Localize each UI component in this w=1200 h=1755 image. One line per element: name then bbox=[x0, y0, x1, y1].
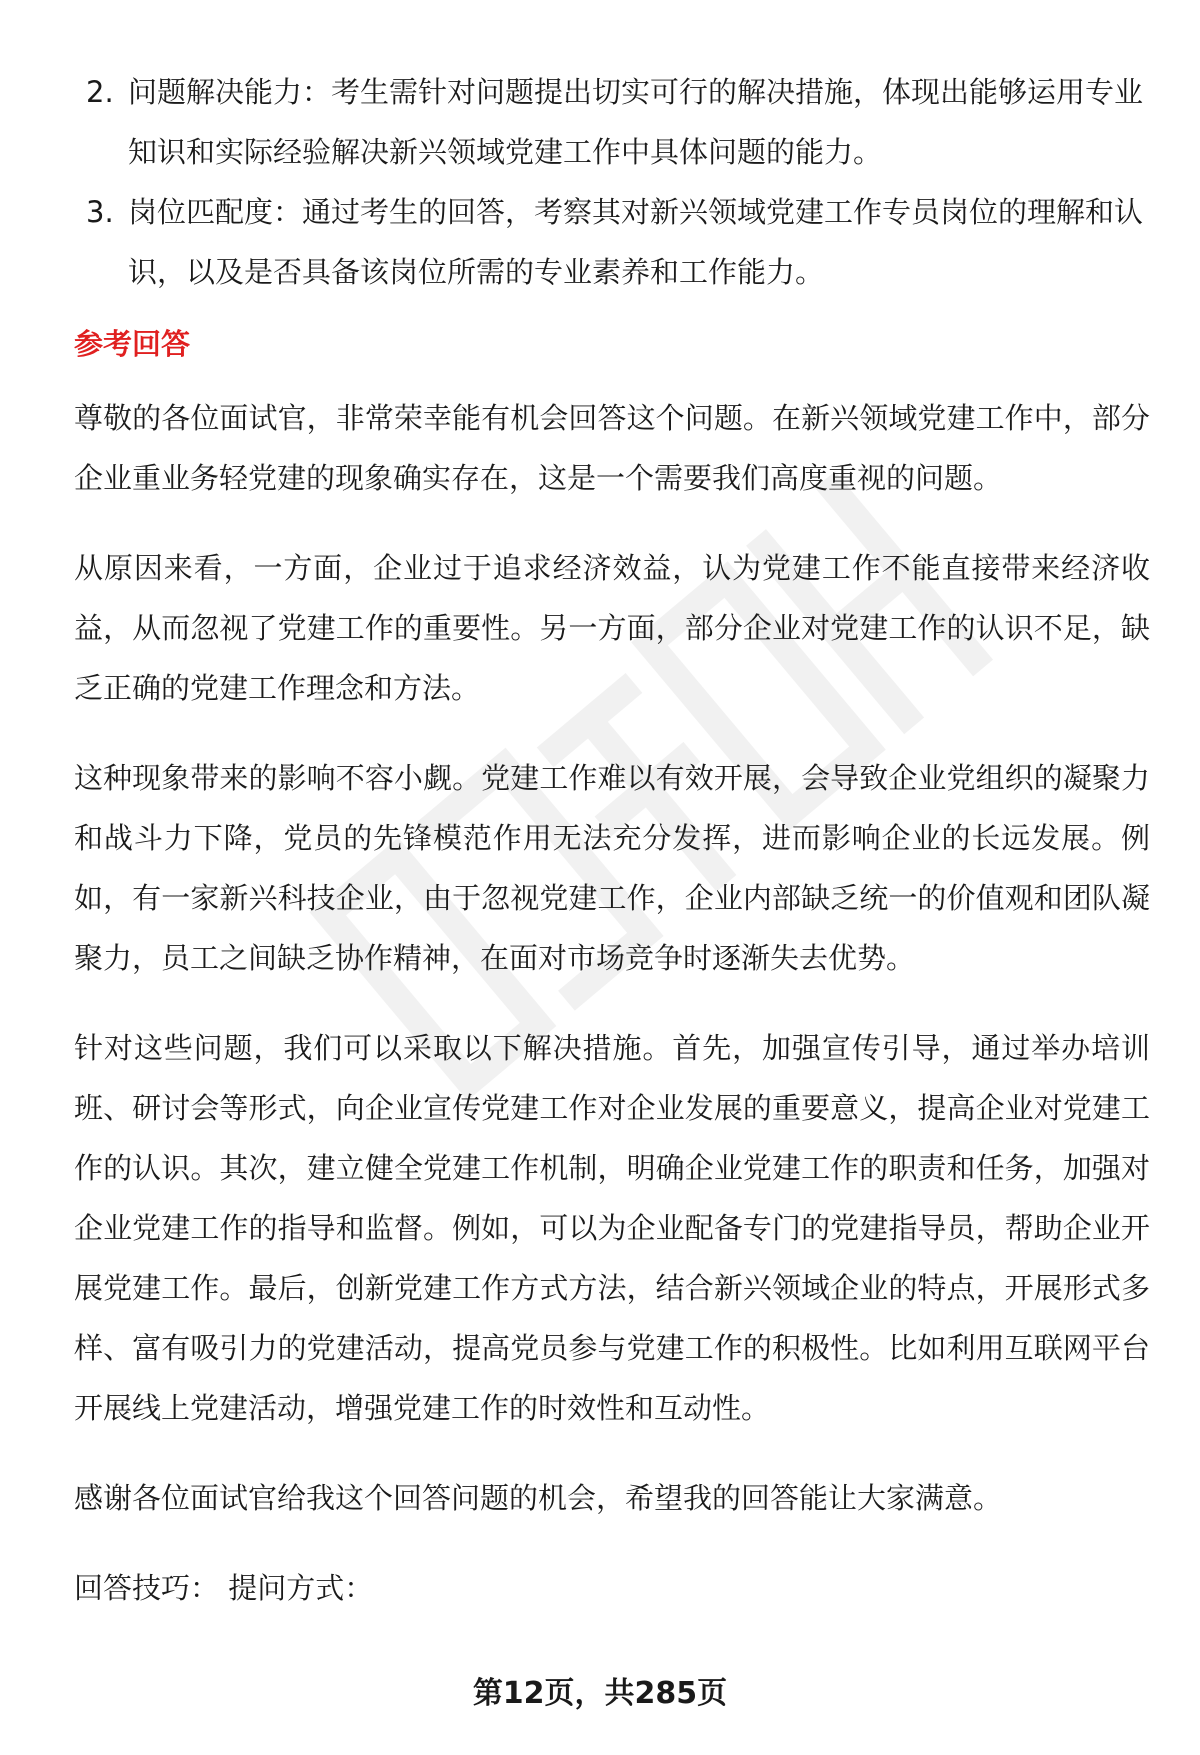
list-number: 2. bbox=[86, 75, 114, 109]
paragraph: 感谢各位面试官给我这个回答问题的机会，希望我的回答能让大家满意。 bbox=[74, 1481, 1003, 1515]
list-text: 岗位匹配度：通过考生的回答，考察其对新兴领域党建工作专员岗位的理解和认识，以及是否具备该岗位所需的专业素养和工作能力。 bbox=[128, 195, 1144, 289]
list-item bbox=[74, 182, 1150, 302]
paragraph: 从原因来看，一方面，企业过于追求经济效益，认为党建工作不能直接带来经济收益，从而忽视了党建工作的重要性。另一方面，部分企业对党建工作的认识不足，缺乏正确的党建工作理念和方法。 bbox=[74, 551, 1150, 705]
tips-line: 回答技巧： 提问方式： bbox=[74, 1571, 374, 1605]
list-item bbox=[74, 62, 1150, 182]
document-body bbox=[74, 62, 1150, 1618]
paragraph: 尊敬的各位面试官，非常荣幸能有机会回答这个问题。在新兴领域党建工作中，部分企业重业务轻党建的现象确实存在，这是一个需要我们高度重视的问题。 bbox=[74, 401, 1150, 495]
paragraph: 针对这些问题，我们可以采取以下解决措施。首先，加强宣传引导，通过举办培训班、研讨会等形式，向企业宣传党建工作对企业发展的重要意义，提高企业对党建工作的认识。其次，建立健全党建工作机制，明确企业党建工作的职责和任务，加强对企业党建工作的指导和监督。例如，可以为企业配备专门的党建指导员，帮助企业开展党建工作。最后，创新党建工作方式方法，结合新兴领域企业的特点，开展形式多样、富有吸引力的党建活动，提高党员参与党建工作的积极性。比如利用互联网平台开展线上党建活动，增强党建工作的时效性和互动性。 bbox=[74, 1031, 1150, 1425]
page-footer: 第12页，共285页 bbox=[472, 1676, 728, 1711]
section-title: 参考回答 bbox=[74, 327, 191, 361]
list-text: 问题解决能力：考生需针对问题提出切实可行的解决措施，体现出能够运用专业知识和实际经验解决新兴领域党建工作中具体问题的能力。 bbox=[128, 75, 1144, 169]
paragraph: 这种现象带来的影响不容小觑。党建工作难以有效开展，会导致企业党组织的凝聚力和战斗力下降，党员的先锋模范作用无法充分发挥，进而影响企业的长远发展。例如，有一家新兴科技企业，由于忽视党建工作，企业内部缺乏统一的价值观和团队凝聚力，员工之间缺乏协作精神，在面对市场竞争时逐渐失去优势。 bbox=[74, 761, 1150, 975]
list-number: 3. bbox=[86, 195, 114, 229]
